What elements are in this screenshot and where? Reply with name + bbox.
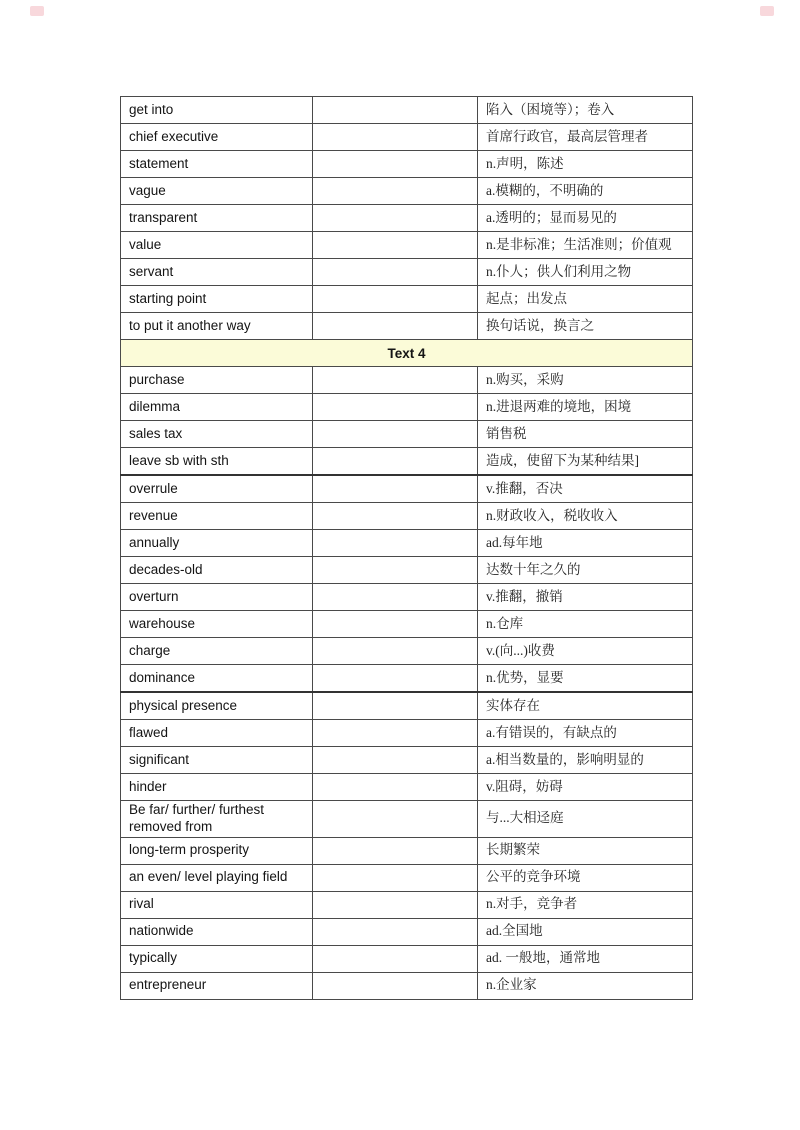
term-cell: dominance [121,665,313,693]
table-row [121,638,693,665]
definition-cell: 起点；出发点 [478,286,693,313]
table-row [121,864,693,891]
table-row [121,584,693,611]
term-cell: purchase [121,367,313,394]
table-row [121,720,693,747]
term-cell: dilemma [121,394,313,421]
definition-cell: 销售税 [478,421,693,448]
section-header-label: Text 4 [121,340,693,367]
table-row [121,475,693,503]
definition-cell: n.企业家 [478,972,693,999]
table-row [121,557,693,584]
term-cell: leave sb with sth [121,448,313,476]
section-header-row [121,340,693,367]
definition-cell: n.对手，竞争者 [478,891,693,918]
blank-cell [313,259,478,286]
table-row [121,918,693,945]
definition-cell: ad.全国地 [478,918,693,945]
definition-cell: v.推翻，撤销 [478,584,693,611]
definition-cell: 长期繁荣 [478,837,693,864]
table-row [121,665,693,693]
table-row [121,945,693,972]
term-cell: physical presence [121,692,313,720]
table-row [121,394,693,421]
term-cell: rival [121,891,313,918]
definition-cell: 造成，使留下为某种结果] [478,448,693,476]
term-cell: value [121,232,313,259]
blank-cell [313,774,478,801]
blank-cell [313,232,478,259]
definition-cell: v.(向...)收费 [478,638,693,665]
definition-cell: n.仓库 [478,611,693,638]
term-cell: servant [121,259,313,286]
term-cell: get into [121,97,313,124]
blank-cell [313,692,478,720]
definition-cell: n.声明，陈述 [478,151,693,178]
definition-cell: n.购买，采购 [478,367,693,394]
definition-cell: a.有错误的，有缺点的 [478,720,693,747]
blank-cell [313,665,478,693]
blank-cell [313,557,478,584]
table-row [121,313,693,340]
term-cell: revenue [121,503,313,530]
table-row [121,530,693,557]
table-row [121,421,693,448]
definition-cell: 首席行政官，最高层管理者 [478,124,693,151]
blank-cell [313,864,478,891]
term-cell: hinder [121,774,313,801]
term-cell: flawed [121,720,313,747]
blank-cell [313,530,478,557]
definition-cell: n.进退两难的境地，困境 [478,394,693,421]
blank-cell [313,394,478,421]
vocab-table-body [121,97,693,1000]
definition-cell: 公平的竞争环境 [478,864,693,891]
definition-cell: 与...大相迳庭 [478,801,693,838]
table-row [121,151,693,178]
table-row [121,972,693,999]
term-cell: charge [121,638,313,665]
definition-cell: a.透明的；显而易见的 [478,205,693,232]
blank-cell [313,205,478,232]
blank-cell [313,367,478,394]
term-cell: overturn [121,584,313,611]
definition-cell: 达数十年之久的 [478,557,693,584]
definition-cell: ad. 一般地，通常地 [478,945,693,972]
table-row [121,259,693,286]
watermark-artifact-left [30,6,44,16]
blank-cell [313,313,478,340]
term-cell: an even/ level playing field [121,864,313,891]
blank-cell [313,421,478,448]
table-row [121,178,693,205]
blank-cell [313,503,478,530]
table-row [121,286,693,313]
table-row [121,97,693,124]
definition-cell: 实体存在 [478,692,693,720]
definition-cell: n.优势，显要 [478,665,693,693]
term-cell: chief executive [121,124,313,151]
table-row [121,747,693,774]
blank-cell [313,720,478,747]
term-cell: nationwide [121,918,313,945]
definition-cell: v.阻碍，妨碍 [478,774,693,801]
definition-cell: a.相当数量的，影响明显的 [478,747,693,774]
vocabulary-table [120,96,693,1000]
term-cell: annually [121,530,313,557]
blank-cell [313,178,478,205]
blank-cell [313,638,478,665]
watermark-artifact-right [760,6,774,16]
definition-cell: v.推翻，否决 [478,475,693,503]
blank-cell [313,475,478,503]
table-row [121,367,693,394]
blank-cell [313,448,478,476]
definition-cell: 陷入（困境等）；卷入 [478,97,693,124]
table-row [121,774,693,801]
term-cell: entrepreneur [121,972,313,999]
table-row [121,503,693,530]
term-cell: long-term prosperity [121,837,313,864]
term-cell: sales tax [121,421,313,448]
blank-cell [313,747,478,774]
definition-cell: ad.每年地 [478,530,693,557]
blank-cell [313,151,478,178]
term-cell: overrule [121,475,313,503]
definition-cell: a.模糊的，不明确的 [478,178,693,205]
term-cell: vague [121,178,313,205]
term-cell: to put it another way [121,313,313,340]
term-cell: Be far/ further/ furthest removed from [121,801,313,838]
term-cell: typically [121,945,313,972]
term-cell: decades-old [121,557,313,584]
blank-cell [313,972,478,999]
blank-cell [313,97,478,124]
table-row [121,124,693,151]
blank-cell [313,124,478,151]
definition-cell: n.财政收入，税收收入 [478,503,693,530]
table-row [121,448,693,476]
table-row [121,837,693,864]
term-cell: statement [121,151,313,178]
definition-cell: 换句话说，换言之 [478,313,693,340]
blank-cell [313,945,478,972]
definition-cell: n.是非标准；生活准则；价值观 [478,232,693,259]
table-row [121,205,693,232]
table-row [121,891,693,918]
blank-cell [313,286,478,313]
blank-cell [313,611,478,638]
blank-cell [313,801,478,838]
term-cell: transparent [121,205,313,232]
term-cell: significant [121,747,313,774]
table-row [121,692,693,720]
table-row [121,611,693,638]
term-cell: starting point [121,286,313,313]
table-row [121,232,693,259]
blank-cell [313,837,478,864]
blank-cell [313,891,478,918]
table-row [121,801,693,838]
blank-cell [313,584,478,611]
definition-cell: n.仆人；供人们利用之物 [478,259,693,286]
blank-cell [313,918,478,945]
term-cell: warehouse [121,611,313,638]
